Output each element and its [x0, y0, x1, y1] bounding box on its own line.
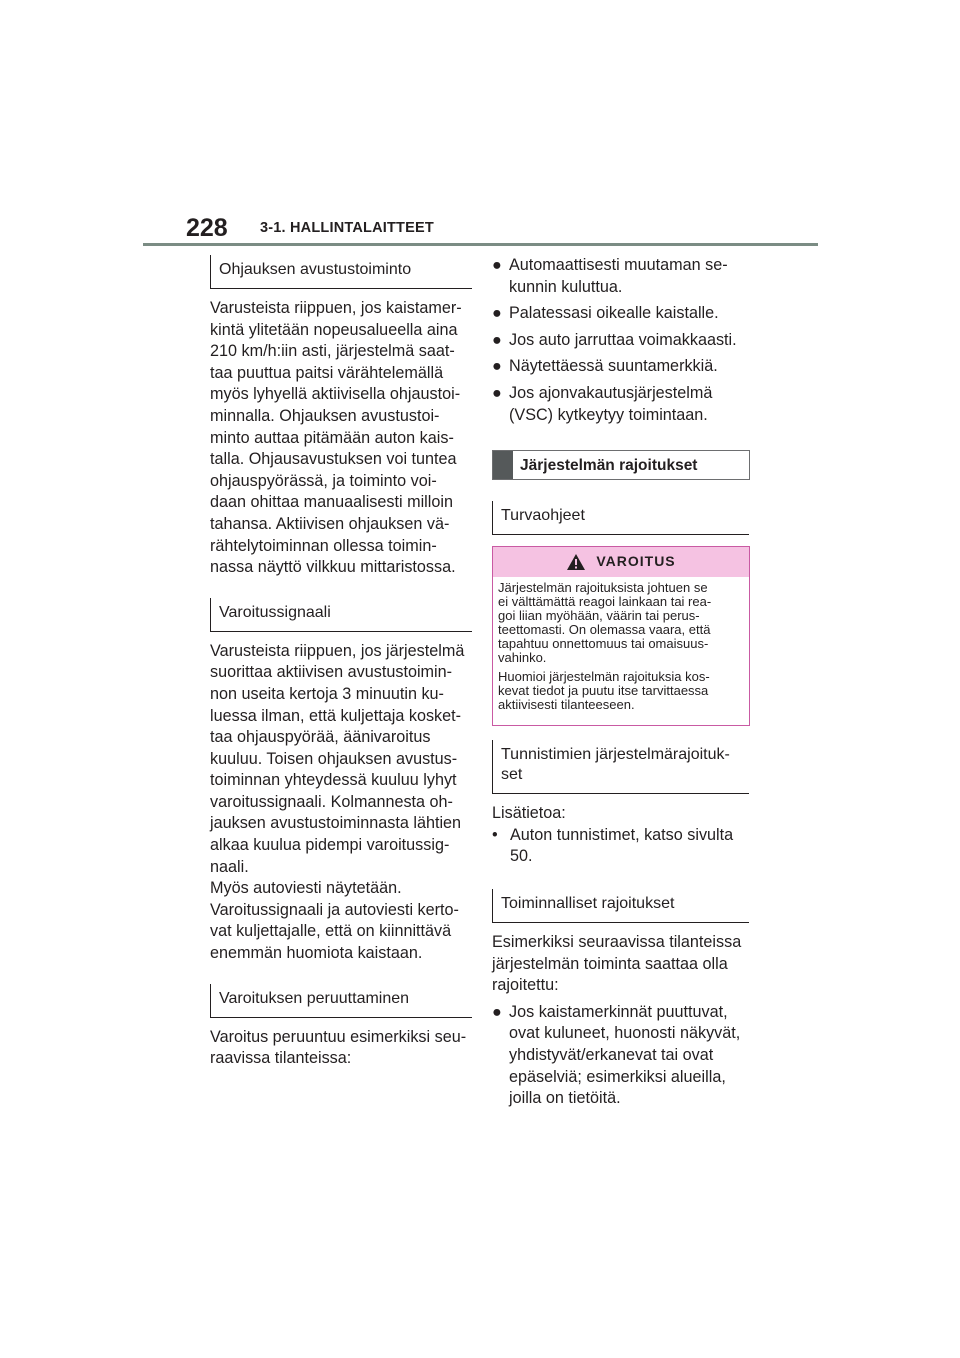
- safety-heading: Turvaohjeet: [492, 501, 749, 535]
- text-line: Huomioi järjestelmän rajoituksia kos-: [498, 669, 710, 685]
- text-line: kuuluu. Toisen ohjauksen avustus-: [210, 749, 458, 768]
- text-line: varoitussignaali. Kolmannesta oh-: [210, 792, 453, 811]
- warning-body: [493, 577, 749, 725]
- bullet-icon: ●: [492, 357, 502, 376]
- cancel-warning-text: [210, 1027, 472, 1070]
- bullet-icon: •: [492, 825, 498, 844]
- text-line: daan ohittaa manuaalisesti milloin: [210, 493, 453, 512]
- text-line: 210 km/h:iin asti, järjestelmä saat-: [210, 342, 455, 361]
- text-line: (VSC) kytkeytyy toimintaan.: [509, 405, 708, 424]
- text-line: rajoitettu:: [492, 976, 559, 995]
- text-line: ohjauspyörässä, ja toiminto voi-: [210, 471, 437, 490]
- text-line: taa puuttua paitsi värähtelemällä: [210, 363, 444, 382]
- text-line: Auton tunnistimet, katso sivulta: [510, 825, 734, 844]
- cancel-conditions-list: [492, 255, 750, 426]
- warning-signal-text: [210, 641, 472, 965]
- text-line: Jos auto jarruttaa voimakkaasti.: [509, 330, 737, 349]
- more-info-list: [492, 825, 750, 868]
- section-heading-cancel-warning: Varoituksen peruuttaminen: [210, 984, 472, 1018]
- text-line: Näytettäessä suuntamerkkiä.: [509, 357, 718, 376]
- warning-triangle-icon: [566, 553, 586, 571]
- text-line: Järjestelmän rajoituksista johtuen se: [498, 580, 708, 596]
- chapter-title: 3-1. HALLINTALAITTEET: [260, 220, 434, 236]
- text-line: Jos kaistamerkinnät puuttuvat,: [509, 1002, 728, 1021]
- text-line: yhdistyvät/erkanevat tai ovat: [509, 1045, 714, 1064]
- list-item: [492, 303, 750, 325]
- system-limits-heading: [492, 450, 750, 480]
- text-line: järjestelmän toiminta saattaa olla: [492, 954, 728, 973]
- text-line: tahansa. Aktiivisen ohjauksen vä-: [210, 514, 450, 533]
- bullet-icon: ●: [492, 304, 502, 323]
- warning-paragraph: [498, 581, 741, 665]
- sensor-limits-heading: [492, 740, 749, 794]
- text-line: non useita kertoja 3 minuutin ku-: [210, 684, 444, 703]
- list-item: [492, 330, 750, 352]
- text-line: kunnin kuluttua.: [509, 277, 623, 296]
- text-line: kevat tiedot ja puutu itse tarvittaessa: [498, 683, 709, 699]
- list-item: [492, 1002, 750, 1110]
- bullet-icon: ●: [492, 1002, 502, 1021]
- text-line: minnalla. Ohjauksen avustustoi-: [210, 406, 440, 425]
- text-line: vahinko.: [498, 650, 547, 666]
- warning-header: [493, 547, 749, 577]
- text-line: raavissa tilanteissa:: [210, 1049, 352, 1068]
- bullet-icon: ●: [492, 330, 502, 349]
- list-item: [492, 356, 750, 378]
- text-line: Varusteista riippuen, jos kaistamer-: [210, 299, 462, 317]
- list-item: [492, 825, 750, 868]
- text-line: kintä ylitetään nopeusalueella aina: [210, 320, 458, 339]
- text-line: aktiivisesti tilanteeseen.: [498, 697, 635, 713]
- text-line: rähtelytoiminnan ollessa toimin-: [210, 536, 437, 555]
- text-line: talla. Ohjausavustuksen voi tuntea: [210, 450, 457, 469]
- warning-title: VAROITUS: [596, 553, 676, 570]
- text-line: set: [501, 766, 523, 784]
- text-line: naali.: [210, 857, 249, 876]
- text-line: vat kuljettajalle, että on kiinnittävä: [210, 922, 452, 941]
- text-line: myös lyhyellä aktiivisella ohjaustoi-: [210, 385, 461, 404]
- system-limits-title: Järjestelmän rajoitukset: [520, 457, 698, 475]
- text-line: Esimerkiksi seuraavissa tilanteissa: [492, 932, 742, 951]
- text-line: Automaattisesti muutaman se-: [509, 256, 728, 274]
- text-line: minto auttaa pitämään auton kais-: [210, 428, 454, 447]
- text-line: Myös autoviesti näytetään.: [210, 879, 402, 898]
- text-line: nassa näyttö vilkkuu mittaristossa.: [210, 558, 456, 577]
- functional-limits-heading: Toiminnalliset rajoitukset: [492, 889, 749, 923]
- text-line: Varusteista riippuen, jos järjestelmä: [210, 641, 465, 660]
- more-info: Lisätietoa:: [492, 804, 566, 823]
- text-line: ovat kuluneet, huonosti näkyvät,: [509, 1024, 741, 1043]
- warning-box: [492, 546, 750, 726]
- text-line: suorittaa aktiivisen avustustoimin-: [210, 663, 453, 682]
- functional-limits-text: [492, 932, 750, 997]
- page-number: 228: [186, 214, 228, 242]
- left-column: [210, 255, 472, 1070]
- text-line: joilla on tietöitä.: [509, 1089, 621, 1108]
- header-rule: [143, 243, 818, 246]
- text-line: luessa ilman, että kuljettaja kosket-: [210, 706, 462, 725]
- heading-bar: [493, 451, 513, 479]
- list-item: [492, 383, 750, 426]
- steering-assist-text: [210, 298, 472, 579]
- text-line: taa ohjauspyörää, äänivaroitus: [210, 728, 431, 747]
- text-line: jauksen avustustoiminnasta lähtien: [210, 814, 462, 833]
- text-line: alkaa kuulua pidempi varoitussig-: [210, 836, 450, 855]
- bullet-icon: ●: [492, 256, 502, 274]
- text-line: epäselviä; esimerkiksi alueilla,: [509, 1067, 726, 1086]
- warning-paragraph: [498, 670, 741, 712]
- text-line: 50.: [510, 847, 533, 866]
- section-heading-steering-assist: Ohjauksen avustustoiminto: [210, 255, 472, 289]
- text-line: toiminnan yhteydessä kuuluu lyhyt: [210, 771, 457, 790]
- text-line: Palatessasi oikealle kaistalle.: [509, 304, 719, 323]
- text-line: tapahtuu onnettomuus tai omaisuus-: [498, 636, 709, 652]
- text-line: ei välttämättä reagoi lainkaan tai rea-: [498, 594, 712, 610]
- text-line: enemmän huomiota kaistaan.: [210, 944, 423, 963]
- bullet-icon: ●: [492, 383, 502, 402]
- functional-limits-list: [492, 1002, 750, 1110]
- list-item: [492, 255, 750, 298]
- section-heading-warning-signal: Varoitussignaali: [210, 598, 472, 632]
- text-line: Varoitussignaali ja autoviesti kerto-: [210, 900, 459, 919]
- text-line: Varoitus peruuntuu esimerkiksi seu-: [210, 1027, 467, 1046]
- text-line: Jos ajonvakautusjärjestelmä: [509, 383, 713, 402]
- text-line: Tunnistimien järjestelmärajoituk-: [501, 746, 730, 764]
- text-line: teettomasti. On olemassa vaara, että: [498, 622, 711, 638]
- text-line: goi liian myöhään, väärin tai perus-: [498, 608, 700, 624]
- page-header: [0, 0, 960, 280]
- right-column: [492, 255, 750, 1110]
